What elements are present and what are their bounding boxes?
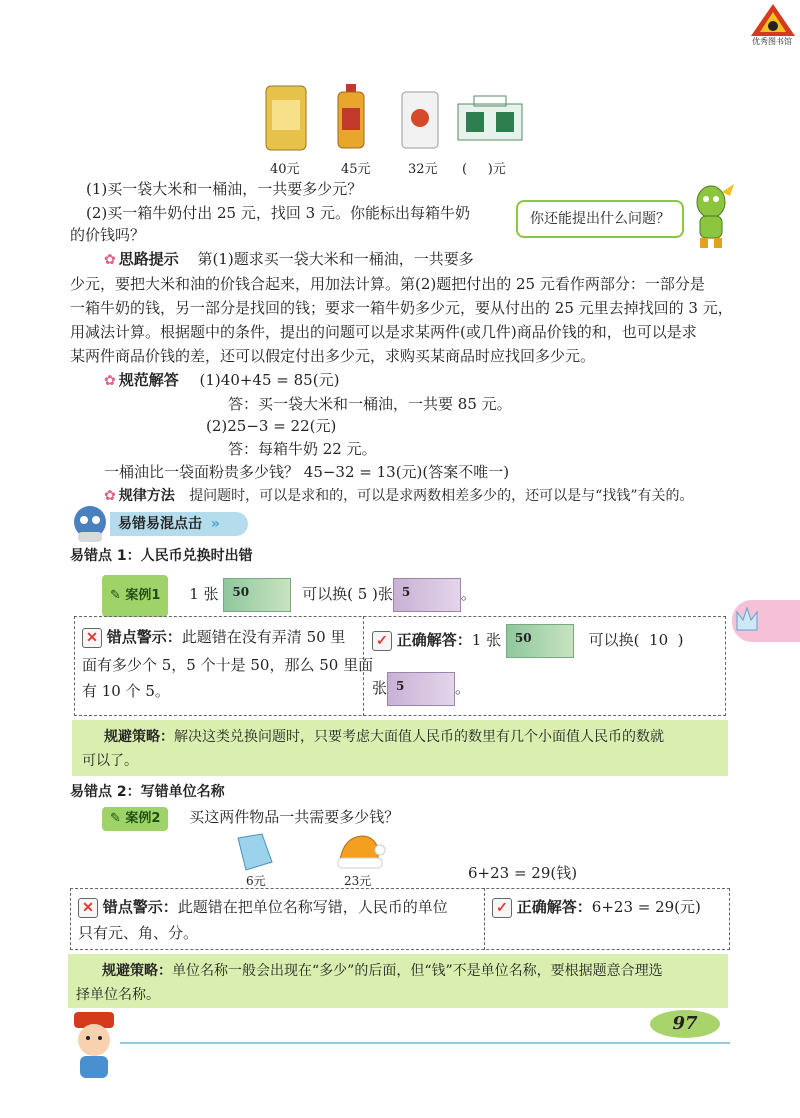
wrong-icon: ✕ [78,898,98,918]
point1-err-label: 错点警示： [106,628,182,646]
hint-line5: 某两件商品价钱的差，还可以假定付出多少元，求购买某商品时应找回多少元。 [70,347,596,365]
hint-label: 思路提示 [118,250,179,268]
point2-strategy-label: 规避策略： [102,963,172,979]
case1-row [102,574,476,614]
section-title-text: 易错易混点击 [118,516,202,532]
point2-right-text: 6+23 = 29(元) [591,898,701,916]
answer-label: 规范解答 [118,371,179,389]
point1-strategy-line1 [104,726,664,748]
item2-price: 23元 [344,874,372,888]
banknote-50-value: 50 [514,631,532,645]
case2-row [102,806,399,831]
flower-icon: ✿ [104,373,116,389]
point1-err-text3: 有 10 个 5。 [82,682,170,700]
point1-right-label: 正确解答： [396,631,472,649]
wrong-equation: 6+23 = 29(钱) [468,864,578,882]
point1-right-text-b: 可以换( 10 ) [588,631,684,649]
case2-label: 案例2 [125,811,161,826]
answer-1: (1)40+45 = 85(元) [199,371,340,389]
point2-err-text1: 此题错在把单位名称写错，人民币的单位 [177,898,448,916]
point2-err-label: 错点警示： [102,898,178,916]
cartoon-character-icon [686,182,736,250]
answer-1-reply: 答：买一袋大米和一桶油，一共要 85 元。 [228,395,512,413]
banknote-50-icon [506,624,574,658]
point1-strategy-text2: 可以了。 [82,753,138,769]
handkerchief-icon [232,832,276,872]
point1-right-text-a: 1 张 [471,631,502,649]
point2-strategy-text2: 择单位名称。 [76,987,160,1003]
point1-right-line2 [372,668,470,708]
answer-line1 [104,369,339,392]
hat-icon [334,830,386,872]
banknote-50-value: 50 [232,585,250,599]
method-line [104,485,694,507]
oil-price: 45元 [341,162,371,177]
correct-icon: ✓ [372,631,392,651]
case2-tag: ✎ 案例2 [102,807,168,831]
mascot-icon [68,502,114,544]
page-number: 97 [650,1010,720,1038]
case1-text-a: 1 张 [189,585,219,603]
correct-icon: ✓ [492,898,512,918]
point1-right-text-d: 。 [455,679,471,697]
point2-err-line1 [78,896,448,918]
answer-2: (2)25−3 = 22(元) [206,417,337,435]
point2-right-line [492,896,701,918]
flower-icon: ✿ [104,488,116,504]
case1-tag: ✎ 案例1 [102,575,168,617]
method-text: 提问题时，可以是求和的，可以是求两数相差多少的，还可以是与“找钱”有关的。 [189,488,694,504]
point2-strategy-line1 [102,960,663,982]
point2-title: 易错点 2：写错单位名称 [70,784,225,800]
rice-price: 40元 [270,162,300,177]
point2-divider [484,888,485,950]
point1-err-text2: 面有多少个 5，5 个十是 50，那么 50 里面 [82,656,374,674]
publisher-logo-text: 优秀图书馆 [752,37,792,46]
banknote-5-value: 5 [396,679,405,693]
method-label: 规律方法 [118,488,175,504]
point1-strategy-label: 规避策略： [104,729,174,745]
crown-icon [734,604,760,636]
flower-icon: ✿ [104,252,116,268]
point2-right-label: 正确解答： [516,898,592,916]
banknote-5-value: 5 [401,585,411,599]
answer-extra: 一桶油比一袋面粉贵多少钱？ 45−32 = 13(元)(答案不唯一) [104,463,510,481]
flour-bag-icon [402,92,438,148]
wrong-icon: ✕ [82,628,102,648]
rice-bag-icon [266,86,306,150]
flour-price: 32元 [408,162,438,177]
point1-strategy-text1: 解决这类兑换问题时，只要考虑大面值人民币的数里有几个小面值人民币的数就 [174,729,664,745]
hint-line2: 少元，要把大米和油的价钱合起来，用加法计算。第(2)题把付出的 25 元看作两部分：一部分是 [70,275,705,293]
question-1: (1)买一袋大米和一桶油，一共要多少元？ [86,180,363,198]
point1-err-line1 [82,626,345,648]
item1-price: 6元 [246,874,266,888]
point1-err-text1: 此题错在没有弄清 50 里 [181,628,346,646]
case2-text: 买这两件物品一共需要多少钱？ [189,808,400,826]
hint-line3: 一箱牛奶的钱，另一部分是找回的钱；要求一箱牛奶多少元，要从付出的 25 元里去掉找回的 3 元， [70,299,733,317]
case1-text-c: 。 [460,585,476,603]
point2-strategy-text1: 单位名称一般会出现在“多少”的后面，但“钱”不是单位名称，要根据题意合理选 [172,963,663,979]
point1-title: 易错点 1：人民币兑换时出错 [70,548,253,564]
point2-err-text2: 只有元、角、分。 [78,924,199,942]
milk-box-icon [458,96,522,140]
case1-label: 案例1 [125,588,161,603]
point1-right-line1 [372,620,684,660]
milk-price-blank: ( )元 [462,162,506,177]
hint-text-1: 第(1)题求买一袋大米和一桶油，一共要多 [197,250,474,268]
question-2-line2: 的价钱吗？ [70,226,146,244]
point1-right-text-c: 张 [372,679,388,697]
case1-text-b: 可以换( 5 )张 [302,585,393,603]
banknote-5-icon [393,578,461,612]
product-images [262,82,562,152]
hint-line1 [104,248,474,271]
chevrons-icon: » [210,516,220,532]
thought-bubble: 你还能提出什么问题？ [516,200,684,238]
banknote-50-icon [223,578,291,612]
question-2-line1: (2)买一箱牛奶付出 25 元，找回 3 元。你能标出每箱牛奶 [86,204,470,222]
oil-bottle-icon [338,84,364,148]
section-title [110,512,248,536]
hint-line4: 用减法计算。根据题中的条件，提出的问题可以是求某两件(或几件)商品价钱的和，也可以是求 [70,323,697,341]
student-mascot-icon [60,1008,128,1082]
footer-rule [120,1042,730,1044]
banknote-5-icon [387,672,455,706]
answer-2-reply: 答：每箱牛奶 22 元。 [228,440,377,458]
